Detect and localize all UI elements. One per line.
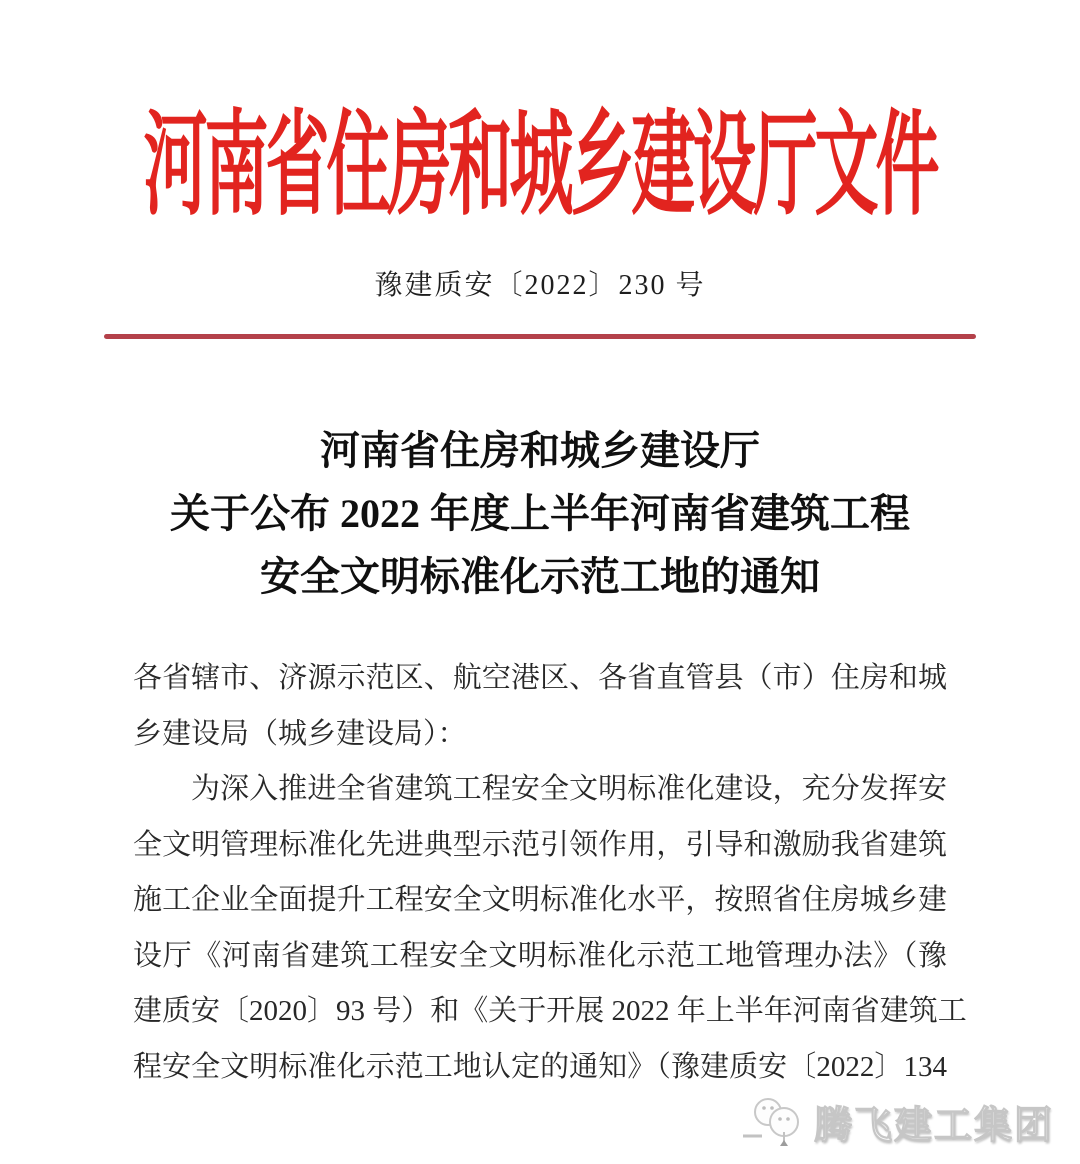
notice-title xyxy=(0,419,1080,608)
document-reference-number: 豫建质安〔2022〕230 号 xyxy=(374,270,706,301)
paragraph-line: 程安全文明标准化示范工地认定的通知》（豫建质安〔2022〕134 xyxy=(133,1050,947,1083)
addressee-line: 各省辖市、济源示范区、航空港区、各省直管县（市）住房和城 xyxy=(133,662,947,694)
publisher-watermark xyxy=(742,1092,1054,1150)
document-body xyxy=(133,651,967,1095)
document-masthead xyxy=(0,84,1080,228)
paragraph-line: 全文明管理标准化先进典型示范引领作用，引导和激励我省建筑 xyxy=(133,828,947,861)
paragraph-line: 为深入推进全省建筑工程安全文明标准化建设，充分发挥安 xyxy=(191,773,947,805)
notice-title-line-1: 河南省住房和城乡建设厅 xyxy=(320,428,760,473)
watermark-label: 腾飞建工集团 xyxy=(813,1104,1054,1147)
notice-title-line-2: 关于公布 2022 年度上半年河南省建筑工程 xyxy=(170,491,910,536)
paragraph-line: 设厅《河南省建筑工程安全文明标准化示范工地管理办法》（豫 xyxy=(133,939,947,972)
masthead-text: 河南省住房和城乡建设厅文件 xyxy=(143,102,937,229)
red-divider-line xyxy=(104,334,976,339)
paragraph-line: 施工企业全面提升工程安全文明标准化水平，按照省住房城乡建 xyxy=(133,884,947,916)
addressee-line: 乡建设局（城乡建设局）： xyxy=(133,717,467,750)
notice-title-line-3: 安全文明标准化示范工地的通知 xyxy=(260,554,820,599)
paragraph-line: 建质安〔2020〕93 号）和《关于开展 2022 年上半年河南省建筑工 xyxy=(133,995,967,1027)
tengfei-logo-icon xyxy=(742,1092,806,1150)
